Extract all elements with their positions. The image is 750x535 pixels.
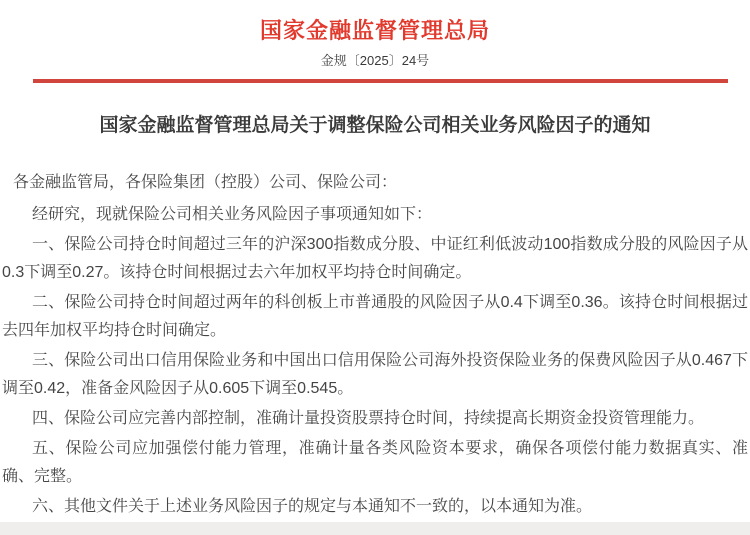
notice-title: 国家金融监督管理总局关于调整保险公司相关业务风险因子的通知 xyxy=(99,115,651,136)
red-divider-rule xyxy=(33,79,728,83)
notice-item-3: 三、保险公司出口信用保险业务和中国出口信用保险公司海外投资保险业务的保费风险因子从0.467下调至0.42，准备金风险因子从0.605下调至0.545。 xyxy=(2,352,748,397)
salutation: 各金融监管局，各保险集团（控股）公司、保险公司： xyxy=(13,174,398,191)
notice-item-5: 五、保险公司应加强偿付能力管理，准确计量各类风险资本要求，确保各项偿付能力数据真实、准确、完整。 xyxy=(2,440,748,485)
notice-item-2: 二、保险公司持仓时间超过两年的科创板上市普通股的风险因子从0.4下调至0.36。该持仓时间根据过去四年加权平均持仓时间确定。 xyxy=(2,294,748,339)
notice-text xyxy=(2,169,748,521)
intro-paragraph: 经研究，现就保险公司相关业务风险因子事项通知如下： xyxy=(32,206,433,223)
agency-name: 国家金融监督管理总局 xyxy=(259,18,490,43)
document-number: 金规〔2025〕24号 xyxy=(320,53,430,68)
notice-item-6: 六、其他文件关于上述业务风险因子的规定与本通知不一致的，以本通知为准。 xyxy=(32,498,593,515)
notice-body xyxy=(0,113,750,521)
notice-item-4: 四、保险公司应完善内部控制，准确计量投资股票持仓时间，持续提高长期资金投资管理能力。 xyxy=(32,410,705,427)
notice-item-1: 一、保险公司持仓时间超过三年的沪深300指数成分股、中证红利低波动100指数成分股的风险因子从0.3下调至0.27。该持仓时间根据过去六年加权平均持仓时间确定。 xyxy=(2,236,748,281)
page-bottom-edge xyxy=(0,522,750,535)
letterhead xyxy=(0,0,750,83)
